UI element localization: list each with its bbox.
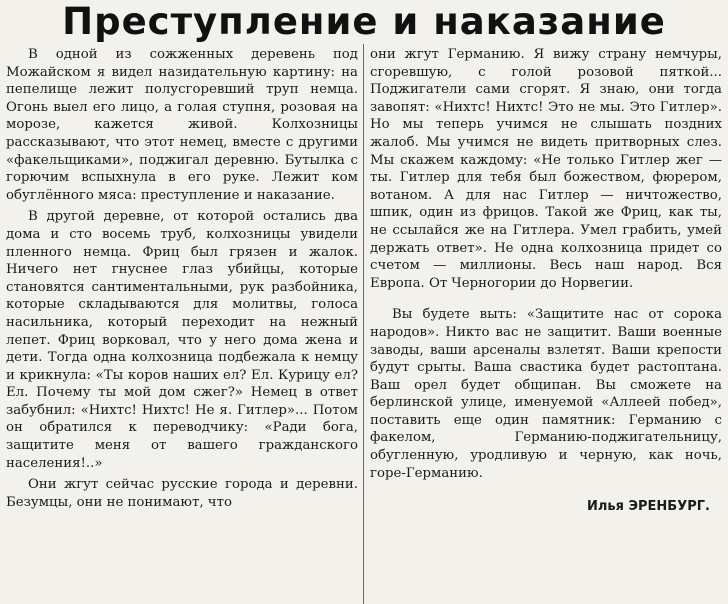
paragraph: В одной из сожженных деревень под Можайском я видел назидательную картину: на пепелище лежит полусгоревший труп немца. Огонь выел его лицо, а голая ступня, розовая на морозе, кажется живой. Колхозницы рассказывают, что этот немец, вместе с другими «факельщиками», поджигал деревню. Бутылка с горючим вспыхнула в его руке. Лежит ком обуглённого мяса: преступление и наказание. [6, 47, 358, 203]
left-column [6, 46, 358, 511]
paragraph: В другой деревне, от которой остались два дома и сто восемь труб, колхозницы увидели пленного немца. Фриц был грязен и жалок. Ничего нет гнуснее глаз убийцы, которые становятся сантиментальными, рук разбойника, которые складываются для молитвы, голоса насильника, который переходит на нежный лепет. Фриц ворковал, что у него дома жена и дети. Тогда одна колхозница подбежала к немцу и крикнула: «Ты коров наших ел? Ел. Курицу ел? Ел. Почему ты мой дом сжег?» Немец в ответ забубнил: «Нихтс! Нихтс! Не я. Гитлер»... Потом он обратился к переводчику: «Ради бога, защитите меня от вашего гражданского населения!..» [6, 209, 358, 471]
paragraph: Они жгут сейчас русские города и деревни. Безумцы, они не понимают, что [6, 477, 358, 510]
paragraph: они жгут Германию. Я вижу страну немчуры, сгоревшую, с голой розовой пяткой... Поджигатели сами сгорят. Я знаю, они тогда завопят: «Нихтс! Нихтс! Это не мы. Это Гитлер». Но мы теперь учимся не слышать поздних жалоб. Мы учимся не видеть притворных слез. Мы скажем каждому: «Не только Гитлер жег — ты. Гитлер для тебя был божеством, фюрером, вотаном. А для нас Гитлер — ничтожество, шпик, один из фрицов. Такой же Фриц, как ты, не ссылайся же на Гитлера. Умел грабить, умей держать ответ». Не одна колхозница придет со счетом — миллионы. Весь наш народ. Вся Европа. От Черногории до Норвегии. [370, 47, 722, 291]
article-title: Преступление и наказание [62, 0, 666, 43]
column-divider [363, 44, 364, 604]
right-column [370, 46, 722, 516]
paragraph: Вы будете выть: «Защитите нас от сорока народов». Никто вас не защитит. Ваши военные заводы, ваши арсеналы взлетят. Ваши крепости будут срыты. Ваша свастика будет растоптана. Ваш орел будет общипан. Вы сможете на берлинской улице, именуемой «Аллеей побед», поставить еще один памятник: Германию с факелом, Германию-поджигательницу, обугленную, уродливую и черную, как ночь, горе-Германию. [370, 307, 722, 481]
author-signature: Илья ЭРЕНБУРГ. [586, 499, 710, 515]
